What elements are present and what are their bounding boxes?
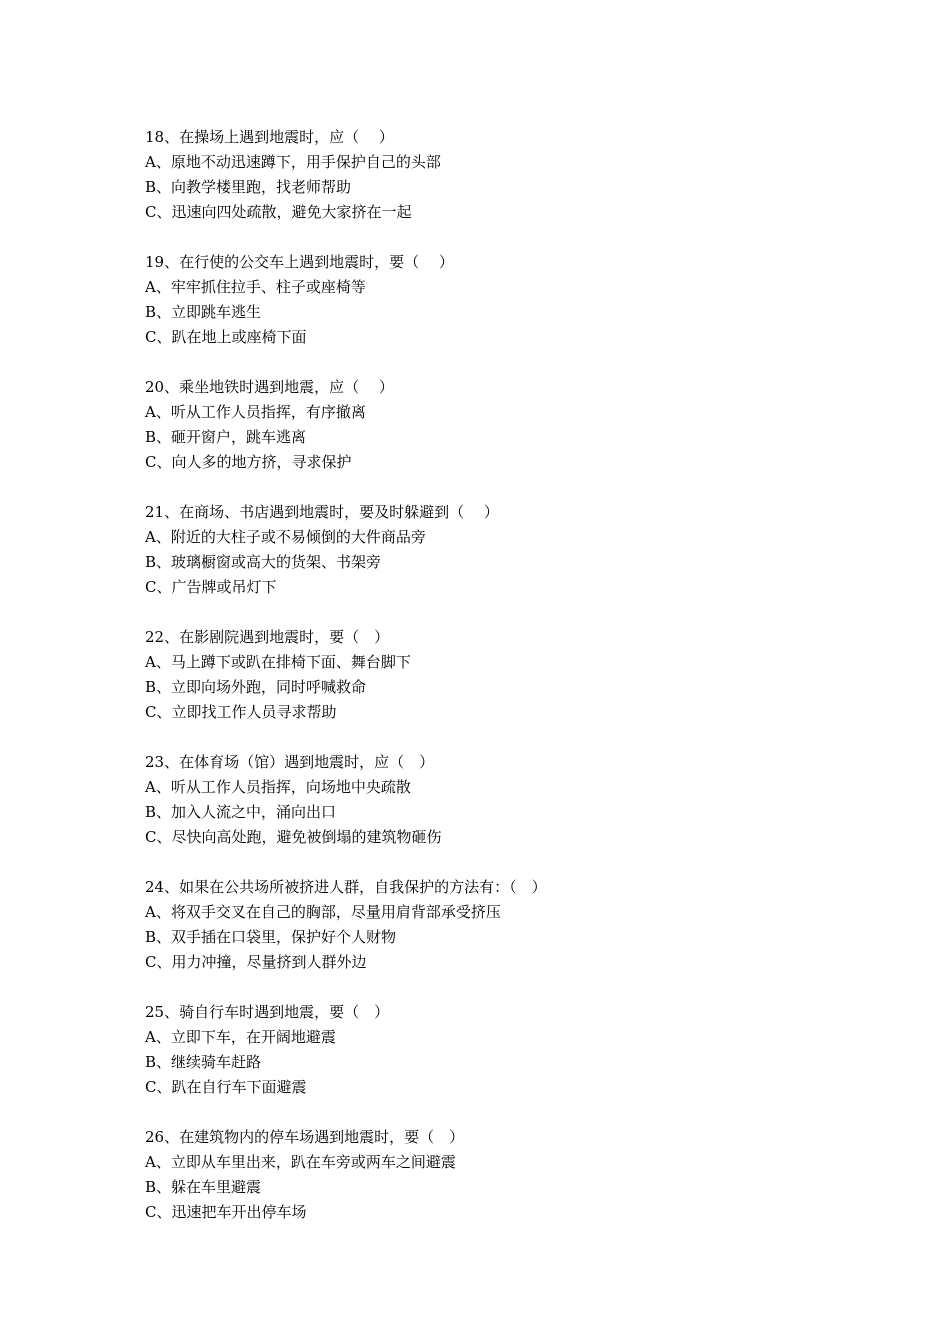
option-c: C、立即找工作人员寻求帮助 bbox=[145, 703, 337, 721]
question-22 bbox=[145, 625, 845, 725]
question-stem: 26、在建筑物内的停车场遇到地震时，要（ ） bbox=[145, 1128, 465, 1146]
question-stem: 18、在操场上遇到地震时，应（ ） bbox=[145, 128, 394, 146]
option-b: B、继续骑车赶路 bbox=[145, 1053, 262, 1071]
option-c: C、用力冲撞，尽量挤到人群外边 bbox=[145, 953, 367, 971]
option-b: B、玻璃橱窗或高大的货架、书架旁 bbox=[145, 553, 382, 571]
option-c: C、趴在地上或座椅下面 bbox=[145, 328, 307, 346]
option-c: C、广告牌或吊灯下 bbox=[145, 578, 277, 596]
option-a: A、立即下车，在开阔地避震 bbox=[145, 1028, 336, 1046]
option-c: C、向人多的地方挤，寻求保护 bbox=[145, 453, 352, 471]
option-c: C、趴在自行车下面避震 bbox=[145, 1078, 307, 1096]
option-a: A、马上蹲下或趴在排椅下面、舞台脚下 bbox=[145, 653, 411, 671]
option-b: B、立即向场外跑，同时呼喊救命 bbox=[145, 678, 367, 696]
option-a: A、原地不动迅速蹲下，用手保护自己的头部 bbox=[145, 153, 441, 171]
question-25 bbox=[145, 1000, 845, 1100]
question-stem: 22、在影剧院遇到地震时，要（ ） bbox=[145, 628, 390, 646]
question-21 bbox=[145, 500, 845, 600]
question-24 bbox=[145, 875, 845, 975]
question-stem: 19、在行使的公交车上遇到地震时，要（ ） bbox=[145, 253, 454, 271]
question-stem: 23、在体育场（馆）遇到地震时，应（ ） bbox=[145, 753, 435, 771]
question-23 bbox=[145, 750, 845, 850]
option-c: C、尽快向高处跑，避免被倒塌的建筑物砸伤 bbox=[145, 828, 442, 846]
question-20 bbox=[145, 375, 845, 475]
question-stem: 21、在商场、书店遇到地震时，要及时躲避到（ ） bbox=[145, 503, 499, 521]
option-b: B、加入人流之中，涌向出口 bbox=[145, 803, 337, 821]
question-stem: 25、骑自行车时遇到地震，要（ ） bbox=[145, 1003, 390, 1021]
option-a: A、附近的大柱子或不易倾倒的大件商品旁 bbox=[145, 528, 426, 546]
option-b: B、立即跳车逃生 bbox=[145, 303, 262, 321]
option-b: B、向教学楼里跑，找老师帮助 bbox=[145, 178, 352, 196]
option-a: A、听从工作人员指挥，有序撤离 bbox=[145, 403, 366, 421]
document-page bbox=[145, 125, 845, 1250]
option-c: C、迅速把车开出停车场 bbox=[145, 1203, 307, 1221]
question-stem: 24、如果在公共场所被挤进人群，自我保护的方法有：（ ） bbox=[145, 878, 547, 896]
option-a: A、将双手交叉在自己的胸部，尽量用肩背部承受挤压 bbox=[145, 903, 501, 921]
question-19 bbox=[145, 250, 845, 350]
option-b: B、砸开窗户，跳车逃离 bbox=[145, 428, 307, 446]
option-a: A、立即从车里出来，趴在车旁或两车之间避震 bbox=[145, 1153, 456, 1171]
option-a: A、牢牢抓住拉手、柱子或座椅等 bbox=[145, 278, 366, 296]
question-stem: 20、乘坐地铁时遇到地震，应（ ） bbox=[145, 378, 394, 396]
option-c: C、迅速向四处疏散，避免大家挤在一起 bbox=[145, 203, 412, 221]
option-b: B、躲在车里避震 bbox=[145, 1178, 262, 1196]
option-a: A、听从工作人员指挥，向场地中央疏散 bbox=[145, 778, 411, 796]
question-18 bbox=[145, 125, 845, 225]
question-26 bbox=[145, 1125, 845, 1225]
option-b: B、双手插在口袋里，保护好个人财物 bbox=[145, 928, 397, 946]
